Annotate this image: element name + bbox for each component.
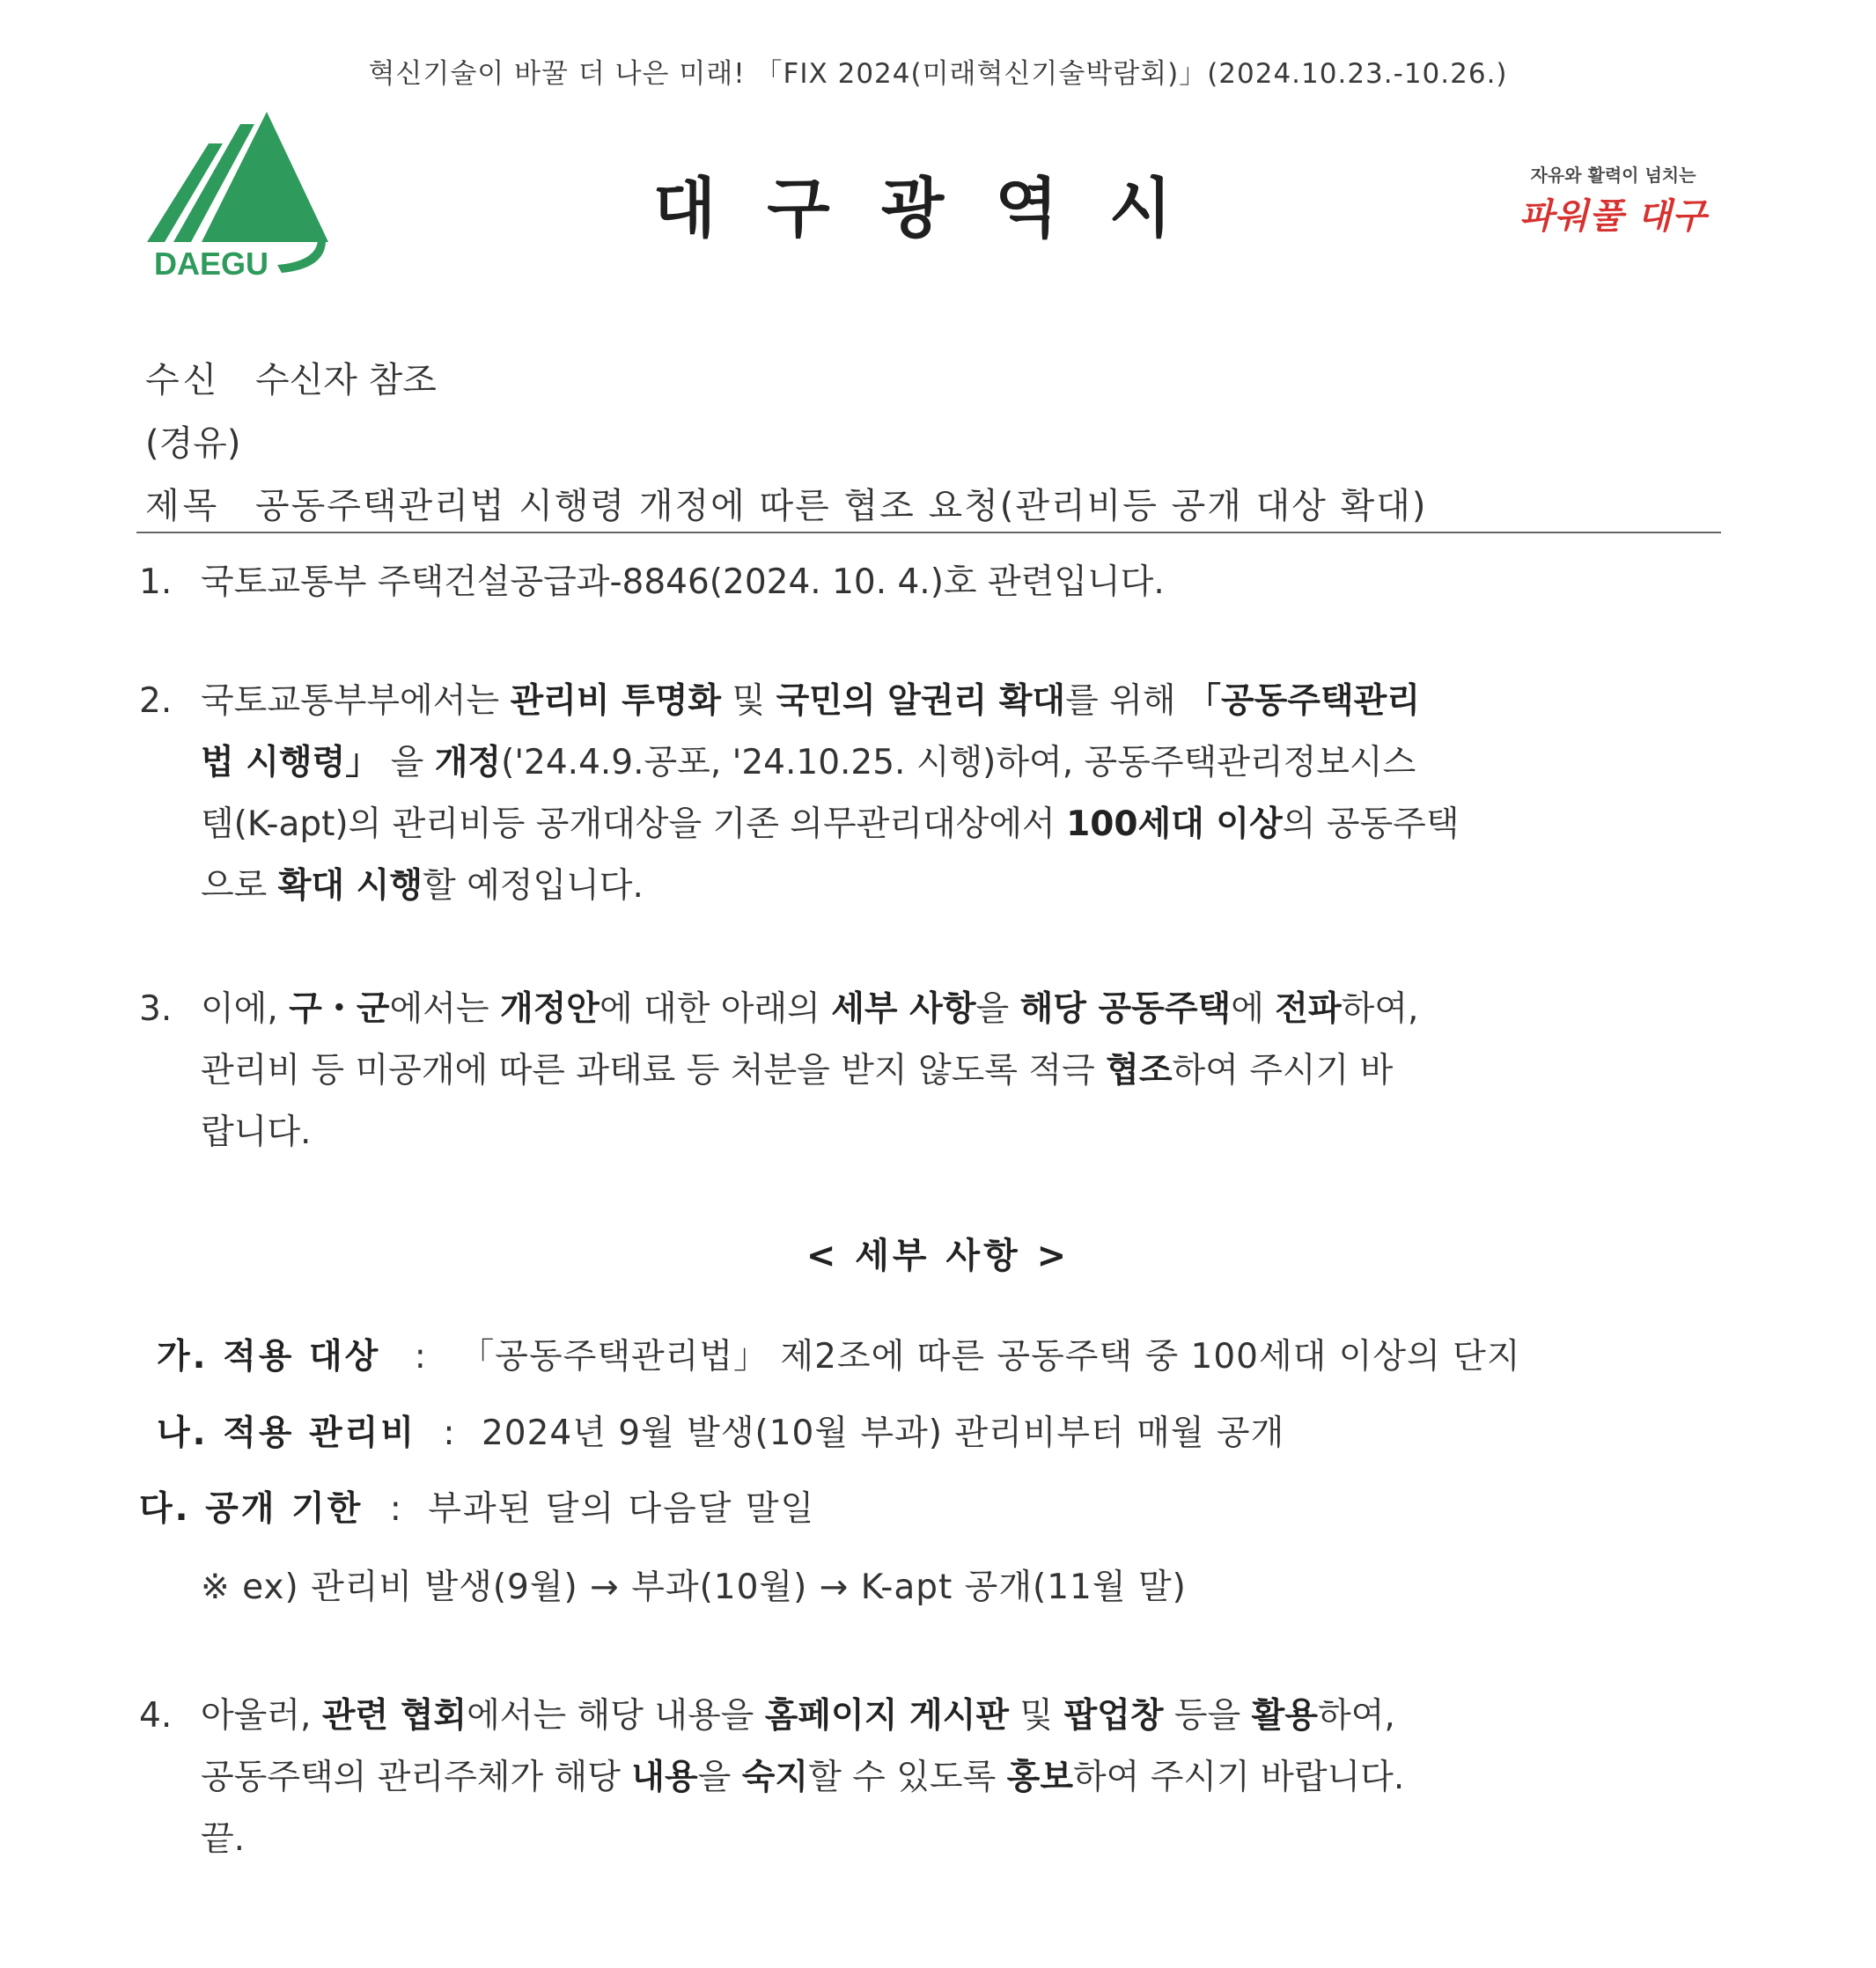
bold-run: 전파 (1275, 989, 1342, 1029)
text-run: 랍니다. (201, 1113, 312, 1152)
bold-run: 법 시행령」 (201, 743, 380, 782)
via-label: (경유) (145, 423, 241, 464)
text-run: 국토교통부부에서는 (201, 681, 511, 721)
bold-run: 팝업창 (1063, 1696, 1164, 1736)
bold-run: 세부 사항 (831, 989, 976, 1029)
detail-label: 가. 적용 대상 (157, 1337, 381, 1377)
detail-separator: : (389, 1489, 401, 1529)
org-title: 대구광역시 (652, 171, 1224, 246)
bold-run: 관리비 투명화 (510, 681, 722, 721)
text-run: 하여 주시기 바랍니다. (1073, 1758, 1405, 1797)
bold-run: 관련 협회 (321, 1696, 467, 1736)
detail-separator: : (414, 1337, 426, 1377)
detail-label: 나. 적용 관리비 (157, 1414, 417, 1453)
bold-run: 「공동주택관리 (1186, 681, 1420, 721)
details-title: < 세부 사항 > (806, 1236, 1070, 1276)
bold-run: 숙지 (741, 1758, 809, 1797)
via-row (145, 415, 241, 466)
text-run: 할 수 있도록 (808, 1758, 1007, 1797)
daegu-logo (145, 110, 335, 282)
bold-run: 활용 (1251, 1696, 1319, 1736)
paragraph-number: 3. (139, 989, 173, 1029)
paragraph-2 (139, 671, 1460, 917)
bold-run: 확대 시행 (277, 866, 423, 906)
paragraph-number: 2. (139, 681, 173, 721)
text-run: 아울러, (201, 1696, 322, 1736)
detail-item-c (139, 1481, 815, 1531)
text-run: 을 (697, 1758, 742, 1797)
detail-note: ※ ex) 관리비 발생(9월) → 부과(10월) → K-apt 공개(11월 말) (201, 1568, 1187, 1607)
text-run: 에 대한 아래의 (599, 989, 832, 1029)
text-run: 에 (1231, 989, 1276, 1029)
text-run: ('24.4.9.공포, '24.10.25. 시행)하여, 공동주택관리정보시스 (501, 743, 1416, 782)
text-run: 및 (1009, 1696, 1064, 1736)
bold-run: 홍보 (1006, 1758, 1073, 1797)
subject-value: 공동주택관리법 시행령 개정에 따른 협조 요청(관리비등 공개 대상 확대) (255, 486, 1428, 526)
logo-text: DAEGU (154, 246, 269, 282)
text-run: 이에, (201, 989, 290, 1029)
bold-run: 홈페이지 게시판 (764, 1696, 1009, 1736)
paragraph-4 (139, 1685, 1404, 1870)
text-run: 를 위해 (1065, 681, 1187, 721)
bold-run: 내용 (631, 1758, 698, 1797)
text-run: 하여, (1341, 989, 1419, 1029)
city-slogan-small: 자유와 활력이 넘치는 (1530, 165, 1696, 186)
bold-run: 개정안 (499, 989, 600, 1029)
bold-run: 개정 (434, 743, 502, 782)
recipient-row (145, 352, 437, 402)
paragraph-3 (139, 979, 1418, 1164)
text-run: 공동주택의 관리주체가 해당 (201, 1758, 632, 1797)
text-run: 하여 주시기 바 (1172, 1051, 1394, 1090)
mountain-logo-icon (145, 110, 335, 282)
detail-item-a (157, 1329, 1521, 1378)
paragraph-text: 국토교통부 주택건설공급과-8846(2024. 10. 4.)호 관련입니다. (201, 562, 1165, 602)
detail-label: 다. 공개 기한 (139, 1489, 364, 1529)
city-slogan-big: 파워풀 대구 (1519, 196, 1708, 237)
text-run: 하여, (1318, 1696, 1395, 1736)
text-run: 으로 (201, 866, 278, 906)
text-run: 에서는 해당 내용을 (467, 1696, 765, 1736)
text-run: 및 (721, 681, 776, 721)
text-run: 을 (379, 743, 435, 782)
bold-run: 국민의 알권리 확대 (776, 681, 1066, 721)
text-run: 등을 (1163, 1696, 1252, 1736)
recipient-label: 수신 (145, 360, 221, 400)
paragraph-1 (139, 552, 1165, 613)
paragraph-number: 1. (139, 562, 173, 602)
header-slogan: 혁신기술이 바꿀 더 나은 미래! 「FIX 2024(미래혁신기술박람회)」(2024.10.23.-10.26.) (368, 58, 1508, 90)
text-run: 관리비 등 미공개에 따른 과태료 등 처분을 받지 않도록 적극 (201, 1051, 1107, 1090)
paragraph-number: 4. (139, 1696, 173, 1736)
subject-label: 제목 (145, 486, 221, 526)
recipient-value: 수신자 참조 (255, 360, 437, 400)
detail-value: 부과된 달의 다음달 말일 (428, 1489, 816, 1529)
header-divider (136, 532, 1721, 533)
text-run: 을 (975, 989, 1020, 1029)
detail-item-b (157, 1406, 1284, 1455)
detail-value: 「공동주택관리법」 제2조에 따른 공동주택 중 100세대 이상의 단지 (460, 1337, 1521, 1377)
bold-run: 해당 공동주택 (1019, 989, 1232, 1029)
bold-run: 협조 (1106, 1051, 1173, 1090)
text-run: 에서는 (389, 989, 500, 1029)
bold-run: 구・군 (289, 989, 390, 1029)
bold-run: 100세대 이상 (1066, 804, 1283, 844)
end-mark: 끝. (201, 1819, 246, 1859)
text-run: 의 공동주택 (1282, 804, 1460, 844)
detail-value: 2024년 9월 발생(10월 부과) 관리비부터 매월 공개 (481, 1414, 1285, 1453)
city-slogan-badge (1519, 161, 1721, 239)
subject-row (145, 478, 1428, 528)
text-run: 할 예정입니다. (423, 866, 644, 906)
text-run: 템(K-apt)의 관리비등 공개대상을 기존 의무관리대상에서 (201, 804, 1067, 844)
detail-separator: : (443, 1414, 455, 1453)
